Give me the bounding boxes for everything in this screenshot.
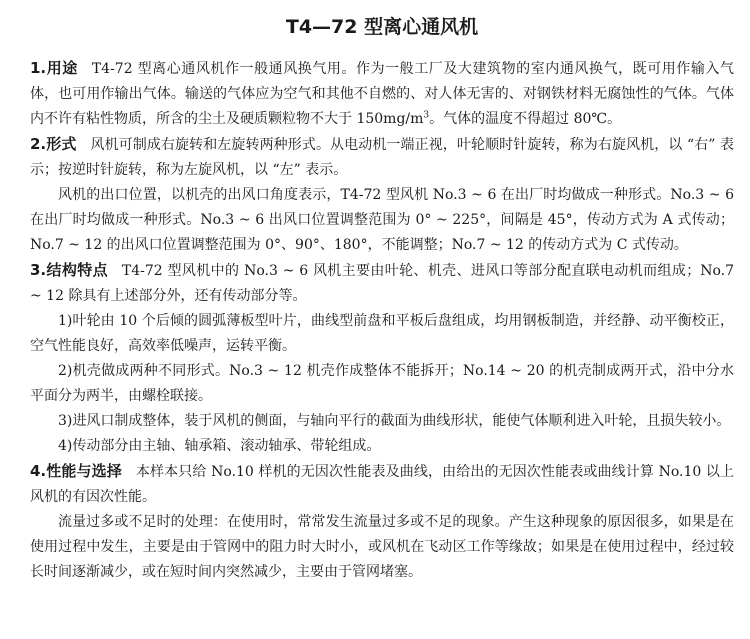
paragraph-outlet-position: 风机的出口位置，以机壳的出风口角度表示，T4-72 型风机 No.3 ~ 6 在出厂时均做成一种形式。No.3 ~ 6 在出厂时均做成一种形式。No.3 ~ 6 出风口位置调整范围为 0° ~ 225°，间隔是 45°，传动方式为 A 式传动；No.7 ~ 12 的出风口位置调整范围为 0°、90°、180°，不能调整；No.7 ~ 12 的传动方式为 C 式传动。 <box>30 187 734 253</box>
section-text-end: 。气体的温度不得超过 80℃。 <box>429 111 622 127</box>
section-performance <box>30 459 734 510</box>
section-heading: 形式 <box>46 135 77 153</box>
section-text: T4-72 型风机中的 No.3 ~ 6 风机主要由叶轮、机壳、进风口等部分配直联电动机而组成；No.7 ~ 12 除具有上述部分外，还有传动部分等。 <box>30 263 734 304</box>
paragraph-flow-handling: 流量过多或不足时的处理：在使用时，常常发生流量过多或不足的现象。产生这种现象的原因很多，如果是在使用过程中发生，主要是由于管网中的阻力时大时小，或风机在飞动区工作等缘故；如果是在使用过程中，经过较长时间逐渐减少，或在短时间内突然减少，主要由于管网堵塞。 <box>30 514 734 580</box>
section-number: 1. <box>30 59 47 77</box>
section-text: T4-72 型离心通风机作一般通风换气用。作为一般工厂及大建筑物的室内通风换气，既可用作输入气体，也可用作输出气体。输送的气体应为空气和其他不自燃的、对人体无害的、对钢铁材料无腐蚀性的气体。气体内不许有粘性物质，所含的尘土及硬质颗粒物不大于 150mg/m <box>30 61 734 127</box>
section-heading: 性能与选择 <box>46 462 122 480</box>
paragraph-impeller: 1)叶轮由 10 个后倾的圆弧薄板型叶片，曲线型前盘和平板后盘组成，均用钢板制造，并经静、动平衡校正，空气性能良好，高效率低噪声，运转平衡。 <box>30 313 734 354</box>
section-text: 风机可制成右旋转和左旋转两种形式。从电动机一端正视，叶轮顺时针旋转，称为右旋风机，以 “右” 表示；按逆时针旋转，称为左旋风机，以 “左” 表示。 <box>30 137 734 178</box>
section-heading: 用途 <box>46 59 78 77</box>
superscript: 3 <box>423 110 430 121</box>
paragraph-casing: 2)机壳做成两种不同形式。No.3 ~ 12 机壳作成整体不能拆开；No.14 ~ 20 的机壳制成两开式，沿中分水平面分为两半，由螺栓联接。 <box>30 363 734 404</box>
document-title: T4—72 型离心通风机 <box>285 16 479 38</box>
section-text: 本样本只给 No.10 样机的无因次性能表及曲线，由给出的无因次性能表或曲线计算 No.10 以上风机的有因次性能。 <box>30 464 734 505</box>
section-heading: 结构特点 <box>46 261 108 279</box>
paragraph-transmission: 4)传动部分由主轴、轴承箱、滚动轴承、带轮组成。 <box>58 438 381 454</box>
paragraph-inlet: 3)进风口制成整体，装于风机的侧面，与轴向平行的截面为曲线形状，能使气体顺利进入叶轮，且损失较小。 <box>58 413 731 429</box>
section-structure <box>30 258 734 309</box>
section-number: 3. <box>30 261 47 279</box>
section-form <box>30 132 734 183</box>
section-number: 4. <box>30 462 47 480</box>
section-number: 2. <box>30 135 47 153</box>
section-usage <box>30 56 734 132</box>
